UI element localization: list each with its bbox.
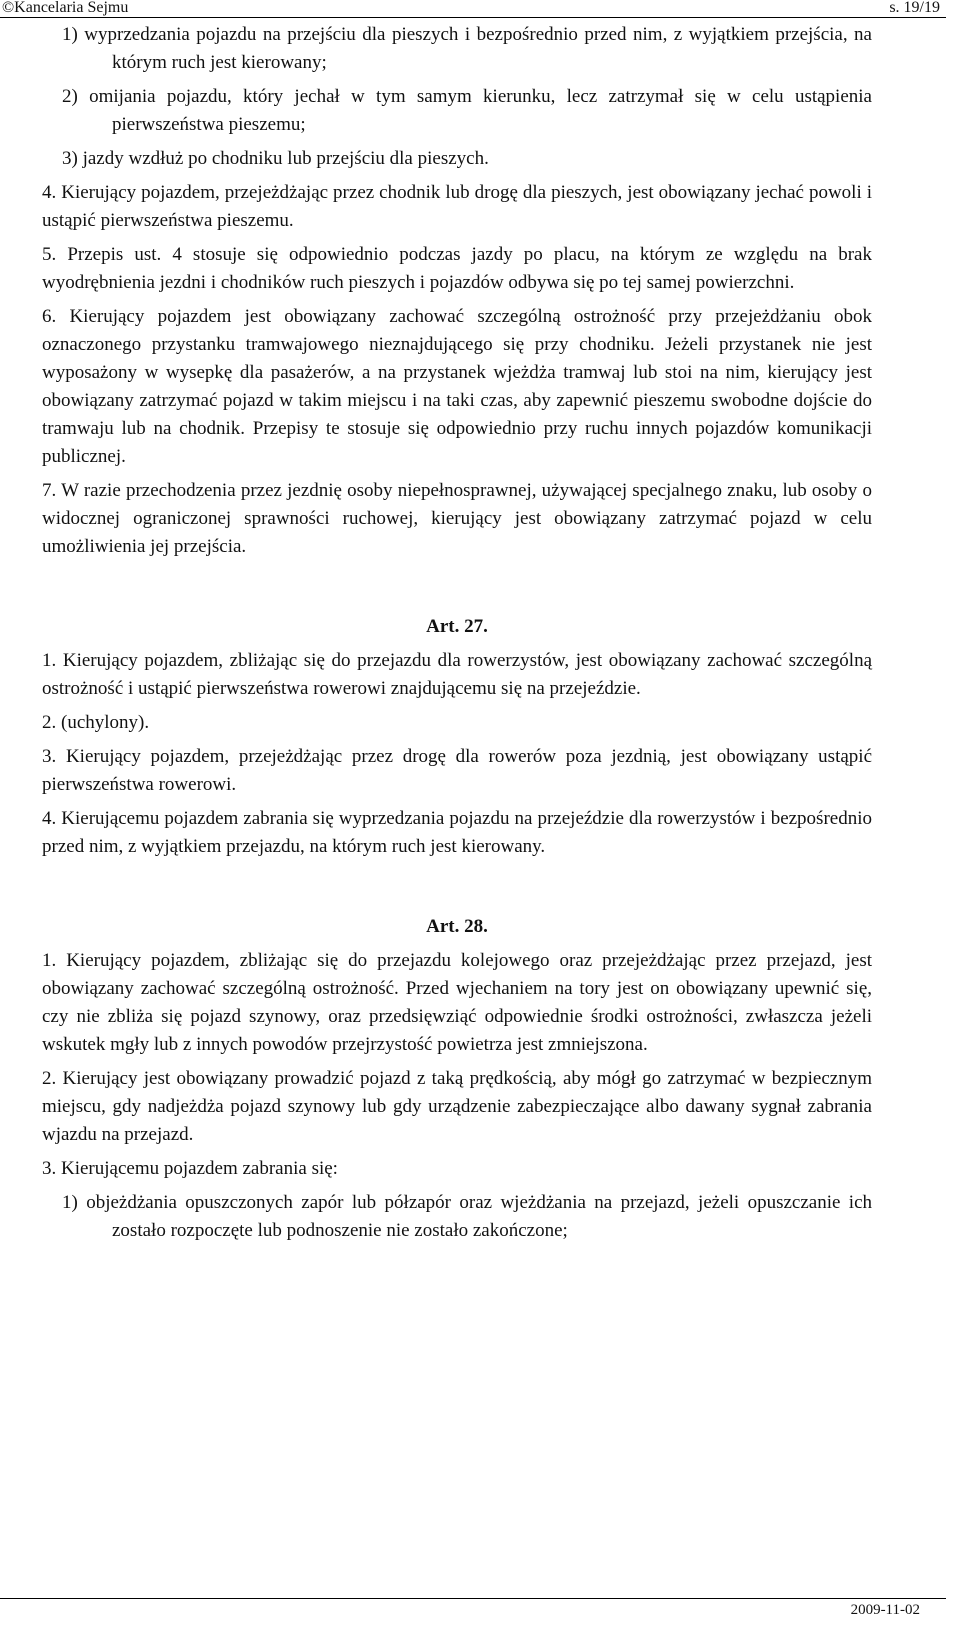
paragraph: 6. Kierujący pojazdem jest obowiązany zachować szczególną ostrożność przy przejeżdżaniu obok oznaczonego przystanku tramwajowego nieznajdującego się przy chodniku. Jeżeli przystanek nie jest wyposażony w wysepkę dla pasażerów, a na przystanek wjeżdża tramwaj lub stoi na nim, kierujący jest obowiązany zatrzymać pojazd w takim miejscu i na taki czas, aby zapewnić pieszemu swobodne dojście do tramwaju lub na chodnik. Przepisy te stosuje się odpowiednio przy ruchu innych pojazdów komunikacji publicznej. — [42, 306, 872, 467]
paragraph: 3. Kierujący pojazdem, przejeżdżając przez drogę dla rowerów poza jezdnią, jest obowiązany ustąpić pierwszeństwa rowerowi. — [42, 746, 872, 795]
paragraph: 1. Kierujący pojazdem, zbliżając się do przejazdu dla rowerzystów, jest obowiązany zachować szczególną ostrożność i ustąpić pierwszeństwa rowerowi znajdującemu się na przejeździe. — [42, 650, 872, 699]
list-item: 3) jazdy wzdłuż po chodniku lub przejściu dla pieszych. — [62, 148, 489, 169]
article-heading: Art. 28. — [426, 916, 488, 937]
document-body — [42, 21, 872, 1245]
page-header — [0, 0, 960, 20]
header-rule — [0, 17, 946, 18]
list-item: 2) omijania pojazdu, który jechał w tym samym kierunku, lecz zatrzymał się w celu ustąpienia pierwszeństwa pieszemu; — [62, 86, 872, 135]
paragraph: 7. W razie przechodzenia przez jezdnię osoby niepełnosprawnej, używającej specjalnego znaku, lub osoby o widocznej ograniczonej sprawności ruchowej, kierujący jest obowiązany zatrzymać pojazd w celu umożliwienia jej przejścia. — [42, 480, 872, 557]
paragraph: 3. Kierującemu pojazdem zabrania się: — [42, 1158, 338, 1179]
article-heading: Art. 27. — [426, 616, 488, 637]
paragraph: 2. Kierujący jest obowiązany prowadzić pojazd z taką prędkością, aby mógł go zatrzymać w bezpiecznym miejscu, gdy nadjeżdża pojazd szynowy lub gdy urządzenie zabezpieczające albo dawany sygnał zabrania wjazdu na przejazd. — [42, 1068, 872, 1145]
source-label: ©Kancelaria Sejmu — [2, 0, 129, 16]
paragraph: 2. (uchylony). — [42, 712, 150, 733]
paragraph: 4. Kierujący pojazdem, przejeżdżając przez chodnik lub drogę dla pieszych, jest obowiązany jechać powoli i ustąpić pierwszeństwa pieszemu. — [42, 182, 872, 231]
document-date: 2009-11-02 — [850, 1602, 920, 1618]
paragraph: 4. Kierującemu pojazdem zabrania się wyprzedzania pojazdu na przejeździe dla rowerzystów i bezpośrednio przed nim, z wyjątkiem przejazdu, na którym ruch jest kierowany. — [42, 808, 872, 857]
footer-rule — [0, 1598, 946, 1599]
list-item: 1) objeżdżania opuszczonych zapór lub półzapór oraz wjeżdżania na przejazd, jeżeli opuszczanie ich zostało rozpoczęte lub podnoszenie nie zostało zakończone; — [62, 1192, 872, 1241]
list-item: 1) wyprzedzania pojazdu na przejściu dla pieszych i bezpośrednio przed nim, z wyjątkiem przejścia, na którym ruch jest kierowany; — [62, 24, 872, 73]
paragraph: 1. Kierujący pojazdem, zbliżając się do przejazdu kolejowego oraz przejeżdżając przez przejazd, jest obowiązany zachować szczególną ostrożność. Przed wjechaniem na tory jest on obowiązany upewnić się, czy nie zbliża się pojazd szynowy, oraz przedsięwziąć odpowiednie środki ostrożności, zwłaszcza jeżeli wskutek mgły lub z innych powodów przejrzystość powietrza jest zmniejszona. — [42, 950, 872, 1055]
page-number: s. 19/19 — [889, 0, 940, 16]
paragraph: 5. Przepis ust. 4 stosuje się odpowiednio podczas jazdy po placu, na którym ze względu na brak wyodrębnienia jezdni i chodników ruch pieszych i pojazdów odbywa się po tej samej powierzchni. — [42, 244, 872, 293]
